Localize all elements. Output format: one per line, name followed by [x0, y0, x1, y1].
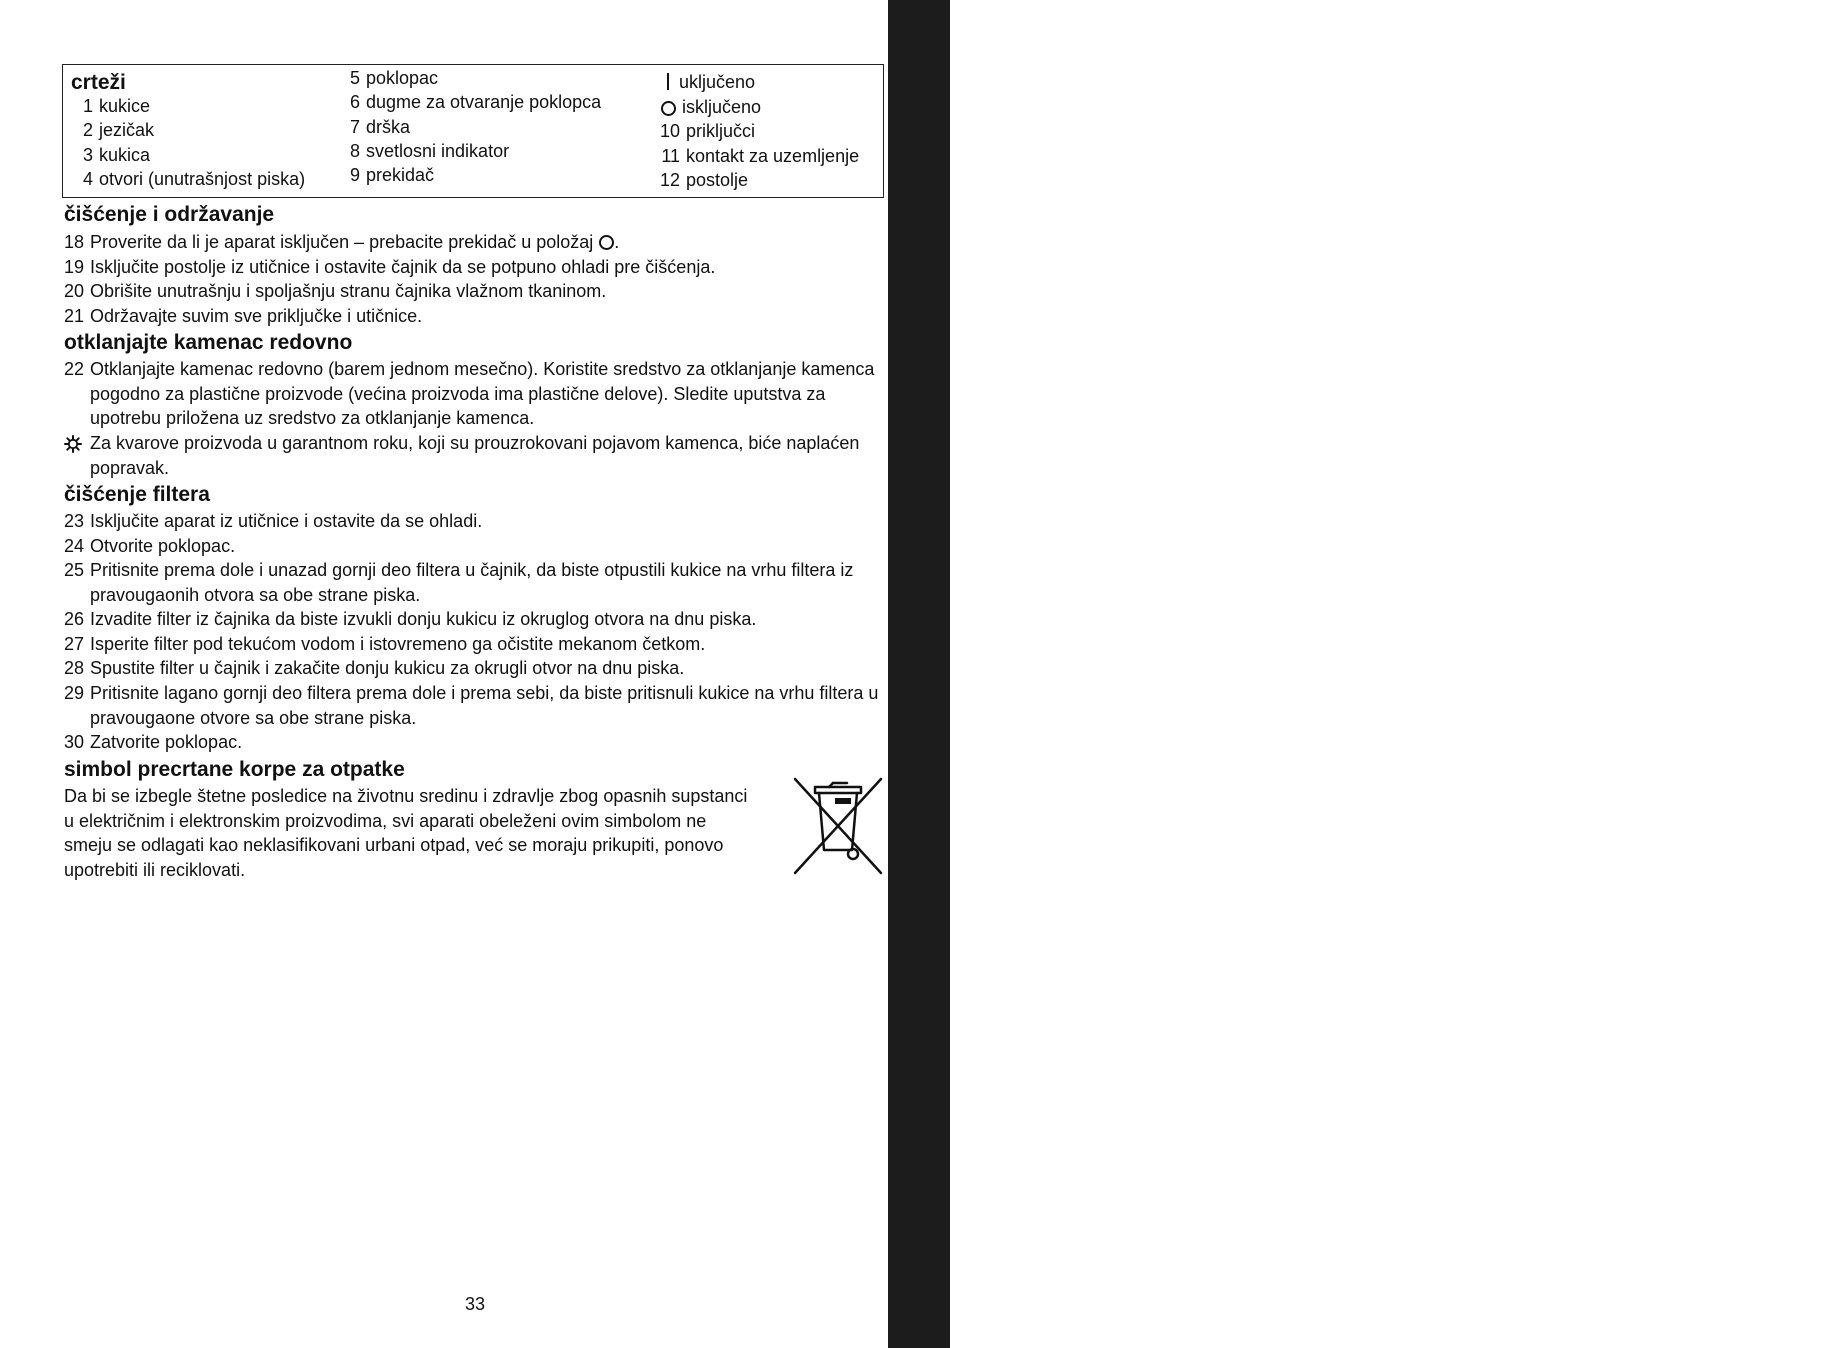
- side-tab: [888, 0, 1829, 1348]
- list-item: 24 Otvorite poklopac.: [64, 536, 236, 556]
- legend-item: 9 prekidač: [350, 165, 435, 185]
- list-item: 18 Proverite da li je aparat isključen – prebacite prekidač u položaj .: [64, 232, 620, 252]
- page-number: 33: [464, 1294, 486, 1314]
- list-item: 27 Isperite filter pod tekućom vodom i istovremeno ga očistite mekanom četkom.: [64, 634, 706, 654]
- legend-item: 1 kukice: [82, 96, 151, 116]
- weee-text: Da bi se izbegle štetne posledice na životnu sredinu i zdravlje zbog opasnih supstanci u električnim i elektronskim proizvodima, svi aparati obeleženi ovim simbolom ne smeju se odlagati kao neklasifikovani urbani otpad, već se moraju prikupiti, ponovo upotrebiti ili reciklovati.: [64, 786, 748, 880]
- descaling-heading: otklanjajte kamenac redovno: [64, 331, 353, 354]
- list-item: 20 Obrišite unutrašnju i spoljašnju stranu čajnika vlažnom tkaninom.: [64, 281, 607, 301]
- list-item: 25 Pritisnite prema dole i unazad gornji deo filtera u čajnik, da biste otpustili kukice na vrhu filtera iz pravougaonih otvora sa obe strane piska.: [64, 560, 854, 605]
- list-item: 28 Spustite filter u čajnik i zakačite donju kukicu za okrugli otvor na dnu piska.: [64, 658, 685, 678]
- side-tab-label: uputstva: [1786, 64, 1829, 212]
- warning-note: Za kvarove proizvoda u garantnom roku, koji su prouzrokovani pojavom kamenca, biće naplaćen popravak.: [64, 431, 880, 480]
- legend-item: uključeno: [659, 72, 755, 93]
- legend-item: 2 jezičak: [82, 120, 155, 140]
- list-item: 21 Održavajte suvim sve priključke i utičnice.: [64, 306, 423, 326]
- off-symbol-icon: [661, 101, 676, 116]
- legend-title: crteži: [71, 71, 126, 94]
- legend-item: 12 postolje: [660, 170, 749, 190]
- legend-item: 3 kukica: [82, 145, 151, 165]
- list-item: 23 Isključite aparat iz utičnice i ostavite da se ohladi.: [64, 511, 483, 531]
- crossed-out-wheelie-bin-icon: [792, 776, 884, 876]
- legend-item: 4 otvori (unutrašnjost piska): [82, 169, 306, 189]
- legend-item: 8 svetlosni indikator: [350, 141, 510, 161]
- legend-item: 7 drška: [350, 117, 411, 137]
- legend-item: isključeno: [661, 97, 761, 118]
- cleaning-heading: čišćenje i održavanje: [64, 203, 275, 226]
- weee-heading: simbol precrtane korpe za otpatke: [64, 758, 405, 781]
- list-item: 30 Zatvorite poklopac.: [64, 732, 243, 752]
- list-item: 22 Otklanjajte kamenac redovno (barem jednom mesečno). Koristite sredstvo za otklanjanje kamenca pogodno za plastične proizvode (većina proizvoda ima plastične delove). Sledite uputstva za upotrebu priložena uz sredstvo za otklanjanje kamenca.: [64, 359, 875, 428]
- list-item: 19 Isključite postolje iz utičnice i ostavite čajnik da se potpuno ohladi pre čišćenja.: [64, 257, 716, 277]
- on-symbol-icon: [667, 73, 669, 90]
- filter-heading: čišćenje filtera: [64, 483, 210, 506]
- legend-box: [62, 64, 884, 198]
- legend-item: 11 kontakt za uzemljenje: [661, 146, 860, 166]
- legend-item: 6 dugme za otvaranje poklopca: [350, 92, 602, 112]
- warning-sun-icon: [64, 435, 82, 453]
- legend-item: 10 priključci: [660, 121, 756, 141]
- list-item: 26 Izvadite filter iz čajnika da biste izvukli donju kukicu iz okruglog otvora na dnu piska.: [64, 609, 757, 629]
- list-item: 29 Pritisnite lagano gornji deo filtera prema dole i prema sebi, da biste pritisnuli kukice na vrhu filtera u pravougaone otvore sa obe strane piska.: [64, 683, 879, 728]
- off-symbol-icon: [599, 235, 614, 250]
- legend-item: 5 poklopac: [350, 68, 439, 88]
